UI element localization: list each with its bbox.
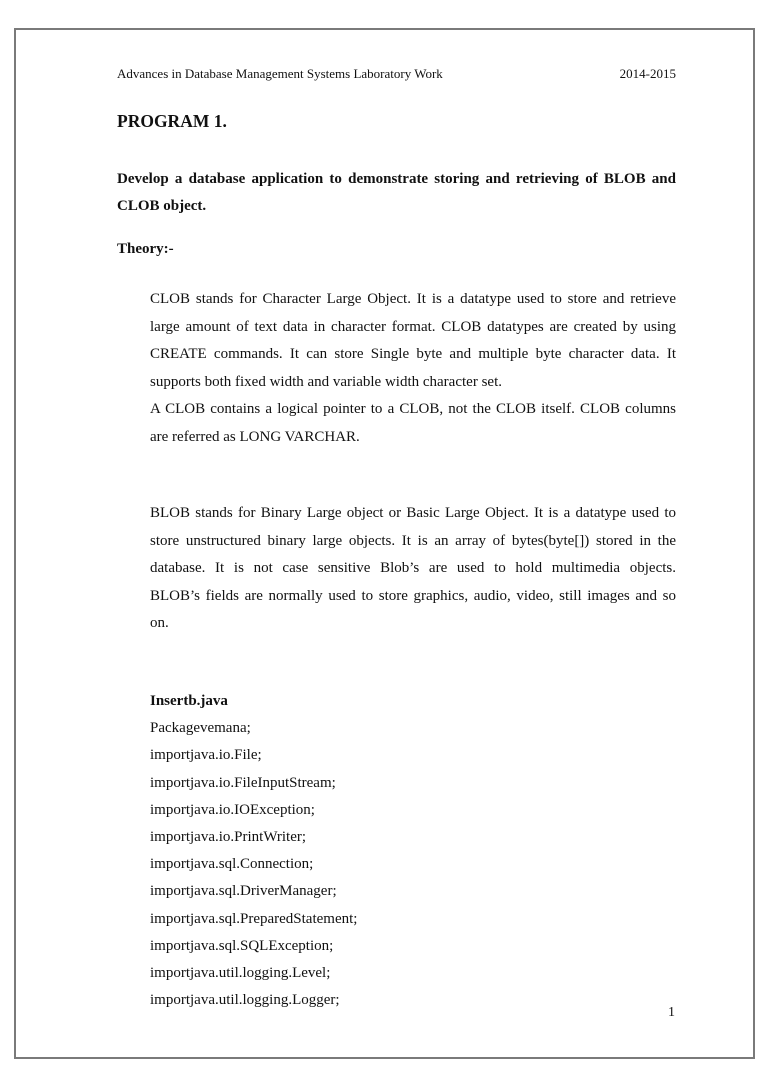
aim-line-text: CLOB object. — [117, 198, 207, 214]
code-line: Packagevemana; — [150, 720, 251, 737]
code-filename: Insertb.java — [150, 693, 228, 709]
text-line: large amount of text data in character format. CLOB datatypes are created by using — [150, 318, 676, 335]
text-line: CREATE commands. It can store Single byte and multiple byte character data. It — [150, 346, 676, 362]
program-title: PROGRAM 1. — [117, 111, 227, 131]
code-line: importjava.sql.DriverManager; — [150, 883, 337, 900]
text-line: supports both fixed width and variable width character set. — [150, 373, 502, 390]
code-line: importjava.sql.SQLException; — [150, 937, 334, 954]
code-line: importjava.sql.Connection; — [150, 856, 314, 873]
paragraph-clob — [150, 286, 676, 396]
paragraph-clob-pointer — [150, 396, 676, 451]
header-year: 2014-2015 — [619, 66, 676, 81]
aim-line-text: Develop a database application to demonstrate storing and retrieving of BLOB and — [117, 171, 676, 187]
theory-heading: Theory:- — [117, 241, 174, 257]
code-line: importjava.util.logging.Level; — [150, 964, 331, 981]
code-line: importjava.io.PrintWriter; — [150, 828, 307, 845]
text-line: A CLOB contains a logical pointer to a CLOB, not the CLOB itself. CLOB columns — [150, 401, 676, 417]
code-line: importjava.sql.PreparedStatement; — [150, 910, 358, 927]
code-line: importjava.io.IOException; — [150, 801, 315, 818]
page-number: 1 — [668, 1005, 675, 1020]
text-line: database. It is not case sensitive Blob’s are used to hold multimedia objects. — [150, 560, 676, 576]
text-line: are referred as LONG VARCHAR. — [150, 428, 360, 445]
code-line: importjava.io.File; — [150, 747, 262, 764]
code-listing — [150, 688, 357, 1014]
aim-line — [117, 193, 676, 221]
text-line: on. — [150, 615, 169, 631]
header-title: Advances in Database Management Systems Laboratory Work — [117, 66, 443, 81]
paragraph-blob — [150, 500, 676, 638]
code-line: importjava.util.logging.Logger; — [150, 992, 340, 1009]
text-line: BLOB’s fields are normally used to store graphics, audio, video, still images and so — [150, 587, 676, 604]
aim-line — [117, 166, 676, 194]
text-line: store unstructured binary large objects. It is an array of bytes(byte[]) stored in the — [150, 532, 676, 549]
code-line: importjava.io.FileInputStream; — [150, 774, 336, 791]
text-line: BLOB stands for Binary Large object or Basic Large Object. It is a datatype used to — [150, 505, 676, 521]
text-line: CLOB stands for Character Large Object. It is a datatype used to store and retrieve — [150, 291, 676, 307]
